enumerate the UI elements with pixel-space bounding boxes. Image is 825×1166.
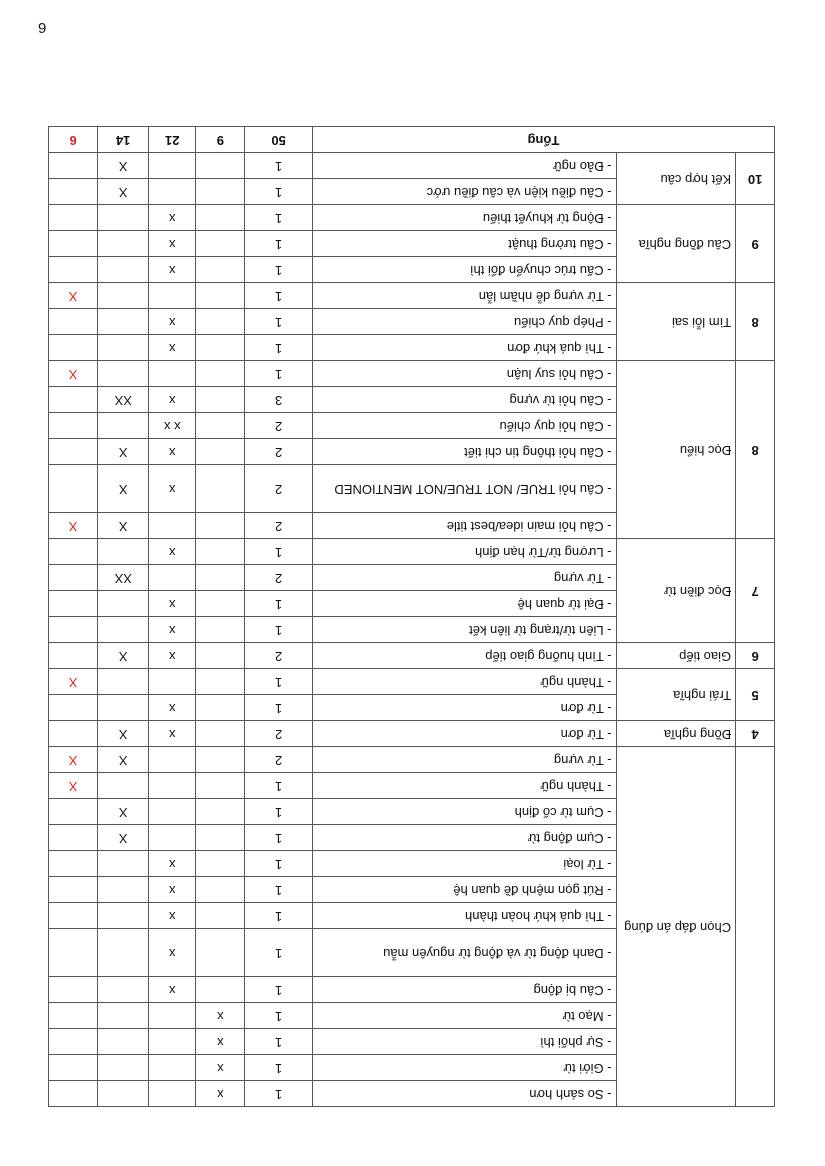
level4-cell: X (49, 283, 98, 309)
level3-cell (98, 413, 149, 439)
section-category: Đọc hiểu (616, 361, 736, 539)
level2-cell (149, 565, 196, 591)
topic-cell: - Sự phối thì (312, 1029, 616, 1055)
count-cell: 2 (245, 465, 312, 513)
level3-cell: X (98, 179, 149, 205)
level4-cell (49, 877, 98, 903)
level4-cell (49, 335, 98, 361)
topic-cell: - Câu hỏi suy luận (312, 361, 616, 387)
level4-cell (49, 617, 98, 643)
topic-cell: - Từ đơn (312, 695, 616, 721)
level4-cell (49, 799, 98, 825)
count-cell: 2 (245, 747, 312, 773)
section-category: Kết hợp câu (616, 153, 736, 205)
topic-cell: - Đảo ngữ (312, 153, 616, 179)
count-cell: 1 (245, 1003, 312, 1029)
topic-cell: - Từ vựng (312, 747, 616, 773)
level4-cell (49, 977, 98, 1003)
level2-cell (149, 1003, 196, 1029)
count-cell: 1 (245, 1029, 312, 1055)
level3-cell: X (98, 439, 149, 465)
level3-cell (98, 591, 149, 617)
level3-cell (98, 929, 149, 977)
count-cell: 2 (245, 721, 312, 747)
level4-cell (49, 851, 98, 877)
topic-cell: - Đại từ quan hệ (312, 591, 616, 617)
level2-cell: x (149, 721, 196, 747)
topic-cell: - Danh động từ và động từ nguyên mẫu (312, 929, 616, 977)
level1-cell (196, 773, 245, 799)
count-cell: 1 (245, 257, 312, 283)
level3-cell: XX (98, 565, 149, 591)
count-cell: 1 (245, 591, 312, 617)
count-cell: 2 (245, 643, 312, 669)
level2-cell (149, 773, 196, 799)
level1-cell (196, 565, 245, 591)
section-category: Chọn đáp án đúng (616, 747, 736, 1107)
topic-cell: - Cấu trúc chuyển đổi thì (312, 257, 616, 283)
count-cell: 2 (245, 565, 312, 591)
section-category: Tìm lỗi sai (616, 283, 736, 361)
section-number: 8 (736, 361, 775, 539)
level3-cell (98, 877, 149, 903)
level1-cell: x (196, 1003, 245, 1029)
section-category: Đọc điền từ (616, 539, 736, 643)
total-level4: 6 (49, 127, 98, 153)
level1-cell (196, 465, 245, 513)
level1-cell (196, 929, 245, 977)
level3-cell (98, 335, 149, 361)
level1-cell (196, 413, 245, 439)
level4-cell (49, 539, 98, 565)
count-cell: 1 (245, 361, 312, 387)
level4-cell (49, 1003, 98, 1029)
level3-cell (98, 695, 149, 721)
level3-cell: X (98, 643, 149, 669)
section-category: Câu đồng nghĩa (616, 205, 736, 283)
topic-cell: - So sánh hơn (312, 1081, 616, 1107)
total-label: Tổng (312, 127, 774, 153)
level1-cell (196, 877, 245, 903)
level2-cell (149, 1055, 196, 1081)
topic-cell: - Rút gọn mệnh đề quan hệ (312, 877, 616, 903)
level2-cell: x (149, 387, 196, 413)
section-number: 9 (736, 205, 775, 283)
count-cell: 1 (245, 669, 312, 695)
count-cell: 1 (245, 799, 312, 825)
level2-cell (149, 153, 196, 179)
level1-cell (196, 153, 245, 179)
level4-cell: X (49, 773, 98, 799)
level1-cell: x (196, 1029, 245, 1055)
level2-cell: x (149, 851, 196, 877)
table-row (49, 1081, 775, 1107)
level4-cell (49, 231, 98, 257)
section-number: 10 (736, 153, 775, 205)
level1-cell (196, 695, 245, 721)
level3-cell (98, 361, 149, 387)
topic-cell: - Mạo từ (312, 1003, 616, 1029)
count-cell: 1 (245, 335, 312, 361)
count-cell: 1 (245, 977, 312, 1003)
table-row (49, 179, 775, 205)
topic-cell: - Từ vựng dễ nhầm lẫn (312, 283, 616, 309)
topic-cell: - Câu tường thuật (312, 231, 616, 257)
topic-cell: - Tình huống giao tiếp (312, 643, 616, 669)
level4-cell (49, 1081, 98, 1107)
level2-cell: x (149, 439, 196, 465)
level1-cell (196, 513, 245, 539)
table-row (49, 643, 775, 669)
level3-cell (98, 1055, 149, 1081)
topic-cell: - Từ vựng (312, 565, 616, 591)
level1-cell (196, 825, 245, 851)
level3-cell: X (98, 799, 149, 825)
count-cell: 1 (245, 617, 312, 643)
count-cell: 1 (245, 231, 312, 257)
level2-cell (149, 747, 196, 773)
level3-cell (98, 617, 149, 643)
level3-cell (98, 1029, 149, 1055)
level1-cell (196, 617, 245, 643)
section-number: 8 (736, 283, 775, 361)
section-number: 5 (736, 669, 775, 721)
level3-cell (98, 539, 149, 565)
count-cell: 1 (245, 695, 312, 721)
level3-cell (98, 257, 149, 283)
total-count: 50 (245, 127, 312, 153)
level2-cell: x (149, 877, 196, 903)
count-cell: 1 (245, 205, 312, 231)
count-cell: 1 (245, 773, 312, 799)
level3-cell (98, 977, 149, 1003)
section-category: Giao tiếp (616, 643, 736, 669)
level4-cell: X (49, 747, 98, 773)
level4-cell (49, 387, 98, 413)
level3-cell (98, 851, 149, 877)
section-number: 6 (736, 643, 775, 669)
level1-cell (196, 439, 245, 465)
level3-cell: X (98, 153, 149, 179)
level2-cell (149, 283, 196, 309)
topic-cell: - Từ đơn (312, 721, 616, 747)
level3-cell (98, 903, 149, 929)
level3-cell (98, 205, 149, 231)
level2-cell (149, 669, 196, 695)
topic-cell: - Cụm từ cố định (312, 799, 616, 825)
level4-cell (49, 257, 98, 283)
level1-cell (196, 309, 245, 335)
count-cell: 1 (245, 153, 312, 179)
section-category: Đồng nghĩa (616, 721, 736, 747)
level2-cell: x (149, 977, 196, 1003)
level2-cell: x (149, 643, 196, 669)
level1-cell (196, 205, 245, 231)
level2-cell: x (149, 903, 196, 929)
level3-cell: X (98, 747, 149, 773)
count-cell: 2 (245, 513, 312, 539)
level2-cell: x (149, 929, 196, 977)
count-cell: 1 (245, 929, 312, 977)
level2-cell: x x (149, 413, 196, 439)
table-row (49, 335, 775, 361)
table-row (49, 721, 775, 747)
level2-cell: x (149, 617, 196, 643)
count-cell: 2 (245, 413, 312, 439)
level3-cell (98, 309, 149, 335)
level3-cell (98, 283, 149, 309)
topic-cell: - Thì quá khứ đơn (312, 335, 616, 361)
count-cell: 3 (245, 387, 312, 413)
level3-cell: X (98, 465, 149, 513)
level2-cell (149, 825, 196, 851)
level4-cell (49, 465, 98, 513)
topic-cell: - Câu hỏi thông tin chi tiết (312, 439, 616, 465)
level2-cell: x (149, 205, 196, 231)
count-cell: 1 (245, 1055, 312, 1081)
level2-cell: x (149, 539, 196, 565)
level4-cell (49, 309, 98, 335)
level3-cell (98, 1081, 149, 1107)
level1-cell (196, 903, 245, 929)
matrix-body (49, 127, 775, 1107)
count-cell: 2 (245, 439, 312, 465)
level2-cell: x (149, 335, 196, 361)
total-level1: 9 (196, 127, 245, 153)
level1-cell (196, 179, 245, 205)
level2-cell: x (149, 257, 196, 283)
level1-cell (196, 361, 245, 387)
topic-cell: - Câu điều kiện và câu điều ước (312, 179, 616, 205)
topic-cell: - Câu bị động (312, 977, 616, 1003)
level4-cell: X (49, 513, 98, 539)
level2-cell (149, 513, 196, 539)
level4-cell (49, 825, 98, 851)
level1-cell: x (196, 1055, 245, 1081)
level2-cell: x (149, 591, 196, 617)
level4-cell (49, 153, 98, 179)
level4-cell (49, 721, 98, 747)
topic-cell: - Câu hỏi từ vựng (312, 387, 616, 413)
topic-cell: - Thì quá khứ hoàn thành (312, 903, 616, 929)
section-number (736, 747, 775, 1107)
level1-cell (196, 977, 245, 1003)
topic-cell: - Cụm động từ (312, 825, 616, 851)
table-row (49, 695, 775, 721)
level1-cell (196, 283, 245, 309)
level4-cell (49, 439, 98, 465)
topic-cell: - Câu hỏi main idea/best title (312, 513, 616, 539)
level1-cell: x (196, 1081, 245, 1107)
level4-cell (49, 205, 98, 231)
topic-cell: - Câu hỏi quy chiếu (312, 413, 616, 439)
level1-cell (196, 387, 245, 413)
level4-cell (49, 929, 98, 977)
level4-cell (49, 1029, 98, 1055)
level3-cell: X (98, 513, 149, 539)
exam-matrix-table-rotated (48, 85, 775, 1107)
level4-cell (49, 565, 98, 591)
level3-cell: X (98, 825, 149, 851)
topic-cell: - Động từ khuyết thiếu (312, 205, 616, 231)
topic-cell: - Lượng từ/Từ hạn định (312, 539, 616, 565)
level2-cell: x (149, 309, 196, 335)
level2-cell: x (149, 465, 196, 513)
level3-cell: XX (98, 387, 149, 413)
count-cell: 1 (245, 1081, 312, 1107)
count-cell: 1 (245, 179, 312, 205)
level2-cell: x (149, 695, 196, 721)
level4-cell (49, 695, 98, 721)
page-number: 9 (38, 20, 47, 37)
level4-cell: X (49, 361, 98, 387)
level1-cell (196, 257, 245, 283)
level1-cell (196, 643, 245, 669)
level4-cell (49, 179, 98, 205)
level1-cell (196, 231, 245, 257)
level3-cell (98, 231, 149, 257)
topic-cell: - Giới từ (312, 1055, 616, 1081)
level1-cell (196, 335, 245, 361)
level3-cell (98, 669, 149, 695)
level3-cell: X (98, 721, 149, 747)
level2-cell (149, 1029, 196, 1055)
count-cell: 1 (245, 539, 312, 565)
topic-cell: - Phép quy chiếu (312, 309, 616, 335)
table-row (49, 617, 775, 643)
level2-cell (149, 799, 196, 825)
topic-cell: - Thành ngữ (312, 773, 616, 799)
topic-cell: - Thành ngữ (312, 669, 616, 695)
level4-cell (49, 591, 98, 617)
level1-cell (196, 851, 245, 877)
count-cell: 1 (245, 309, 312, 335)
level1-cell (196, 539, 245, 565)
level3-cell (98, 1003, 149, 1029)
level1-cell (196, 721, 245, 747)
level4-cell (49, 413, 98, 439)
count-cell: 1 (245, 851, 312, 877)
level1-cell (196, 669, 245, 695)
level4-cell: X (49, 669, 98, 695)
topic-cell: - Câu hỏi TRUE/ NOT TRUE/NOT MENTIONED (312, 465, 616, 513)
level1-cell (196, 799, 245, 825)
table-row (49, 513, 775, 539)
level3-cell (98, 773, 149, 799)
total-row (49, 127, 775, 153)
level2-cell (149, 179, 196, 205)
exam-matrix-table (48, 126, 775, 1107)
section-number: 4 (736, 721, 775, 747)
topic-cell: - Liên từ/trạng từ liên kết (312, 617, 616, 643)
total-level2: 21 (149, 127, 196, 153)
count-cell: 1 (245, 903, 312, 929)
count-cell: 1 (245, 877, 312, 903)
level1-cell (196, 591, 245, 617)
count-cell: 1 (245, 825, 312, 851)
level1-cell (196, 747, 245, 773)
section-number: 7 (736, 539, 775, 643)
section-category: Trái nghĩa (616, 669, 736, 721)
total-level3: 14 (98, 127, 149, 153)
level2-cell (149, 1081, 196, 1107)
level4-cell (49, 1055, 98, 1081)
level4-cell (49, 643, 98, 669)
count-cell: 1 (245, 283, 312, 309)
table-row (49, 257, 775, 283)
level4-cell (49, 903, 98, 929)
level2-cell (149, 361, 196, 387)
level2-cell: x (149, 231, 196, 257)
topic-cell: - Từ loại (312, 851, 616, 877)
